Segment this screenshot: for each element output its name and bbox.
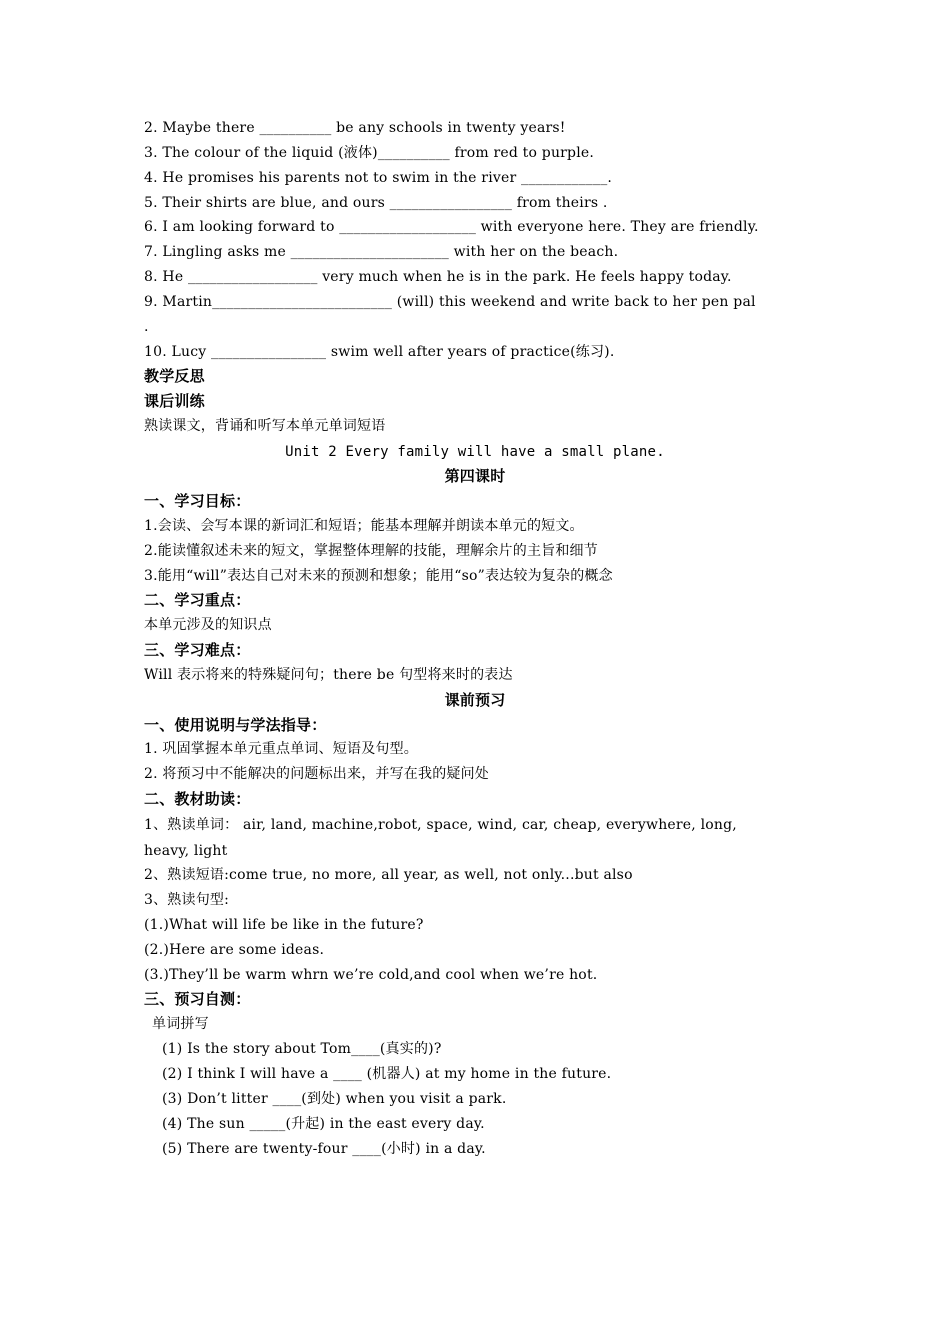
key-points-heading: 二、学习重点： [144,591,251,609]
self-test-item: (2) I think I will have a ____ (机器人) at my home in the future. [162,1066,612,1082]
self-test-item: (1) Is the story about Tom____(真实的)? [162,1041,442,1057]
exercise-line: 5. Their shirts are blue, and ours _________________ from theirs . [144,195,608,211]
exercise-line: 2. Maybe there __________ be any schools in twenty years! [144,120,566,136]
instructions-heading: 一、使用说明与学法指导： [144,716,327,734]
words-line: heavy, light [144,843,228,859]
self-test-heading: 三、预习自测： [144,990,251,1008]
phrases-line: 2、熟读短语:come true, no more, all year, as well, not only...but also [144,867,633,883]
objective-item: 1.会读、会写本课的新词汇和短语；能基本理解并朗读本单元的短文。 [144,518,584,534]
objective-item: 3.能用“will”表达自己对未来的预测和想象；能用“so”表达较为复杂的概念 [144,568,613,584]
self-test-item: (5) There are twenty-four ____(小时) in a day. [162,1141,486,1157]
self-test-item: (4) The sun _____(升起) in the east every day. [162,1116,485,1132]
objective-item: 2.能读懂叙述未来的短文，掌握整体理解的技能，理解余片的主旨和细节 [144,543,598,559]
sentence-item: (3.)They’ll be warm whrn we’re cold,and cool when we’re hot. [144,967,598,983]
textbook-heading: 二、教材助读： [144,790,251,808]
lesson-title: 第四课时 [444,467,506,485]
difficulties-text: Will 表示将来的特殊疑问句；there be 句型将来时的表达 [144,667,513,683]
exercise-line: . [144,319,149,335]
after-class-text: 熟读课文，背诵和听写本单元单词短语 [144,418,386,434]
exercise-line: 8. He __________________ very much when he is in the park. He feels happy today. [144,269,732,285]
sentence-item: (2.)Here are some ideas. [144,942,325,958]
objectives-heading: 一、学习目标： [144,492,251,510]
exercise-line: 4. He promises his parents not to swim in the river ____________. [144,170,613,186]
exercise-line: 6. I am looking forward to ___________________ with everyone here. They are friendly. [144,219,759,235]
difficulties-heading: 三、学习难点： [144,641,251,659]
self-test-subheading: 单词拼写 [152,1016,209,1032]
sentences-heading: 3、熟读句型: [144,892,230,908]
self-test-item: (3) Don’t litter ____(到处) when you visit a park. [162,1091,507,1107]
exercise-line: 7. Lingling asks me ______________________ with her on the beach. [144,244,619,260]
exercise-line: 9. Martin_________________________ (will) this weekend and write back to her pen pal [144,294,756,310]
unit-title: Unit 2 Every family will have a small plane. [285,444,665,460]
sentence-item: (1.)What will life be like in the future? [144,917,424,933]
exercise-line: 10. Lucy ________________ swim well after years of practice(练习). [144,344,615,360]
instruction-item: 1. 巩固掌握本单元重点单词、短语及句型。 [144,741,419,757]
instruction-item: 2. 将预习中不能解决的问题标出来，并写在我的疑问处 [144,766,490,782]
after-class-heading: 课后训练 [144,392,205,410]
exercise-line: 3. The colour of the liquid (液体)__________ from red to purple. [144,145,595,161]
key-points-text: 本单元涉及的知识点 [144,617,272,633]
words-line: 1、熟读单词： air, land, machine,robot, space, wind, car, cheap, everywhere, long, [144,817,737,833]
teaching-reflection-heading: 教学反思 [144,367,205,385]
preview-title: 课前预习 [444,691,506,709]
